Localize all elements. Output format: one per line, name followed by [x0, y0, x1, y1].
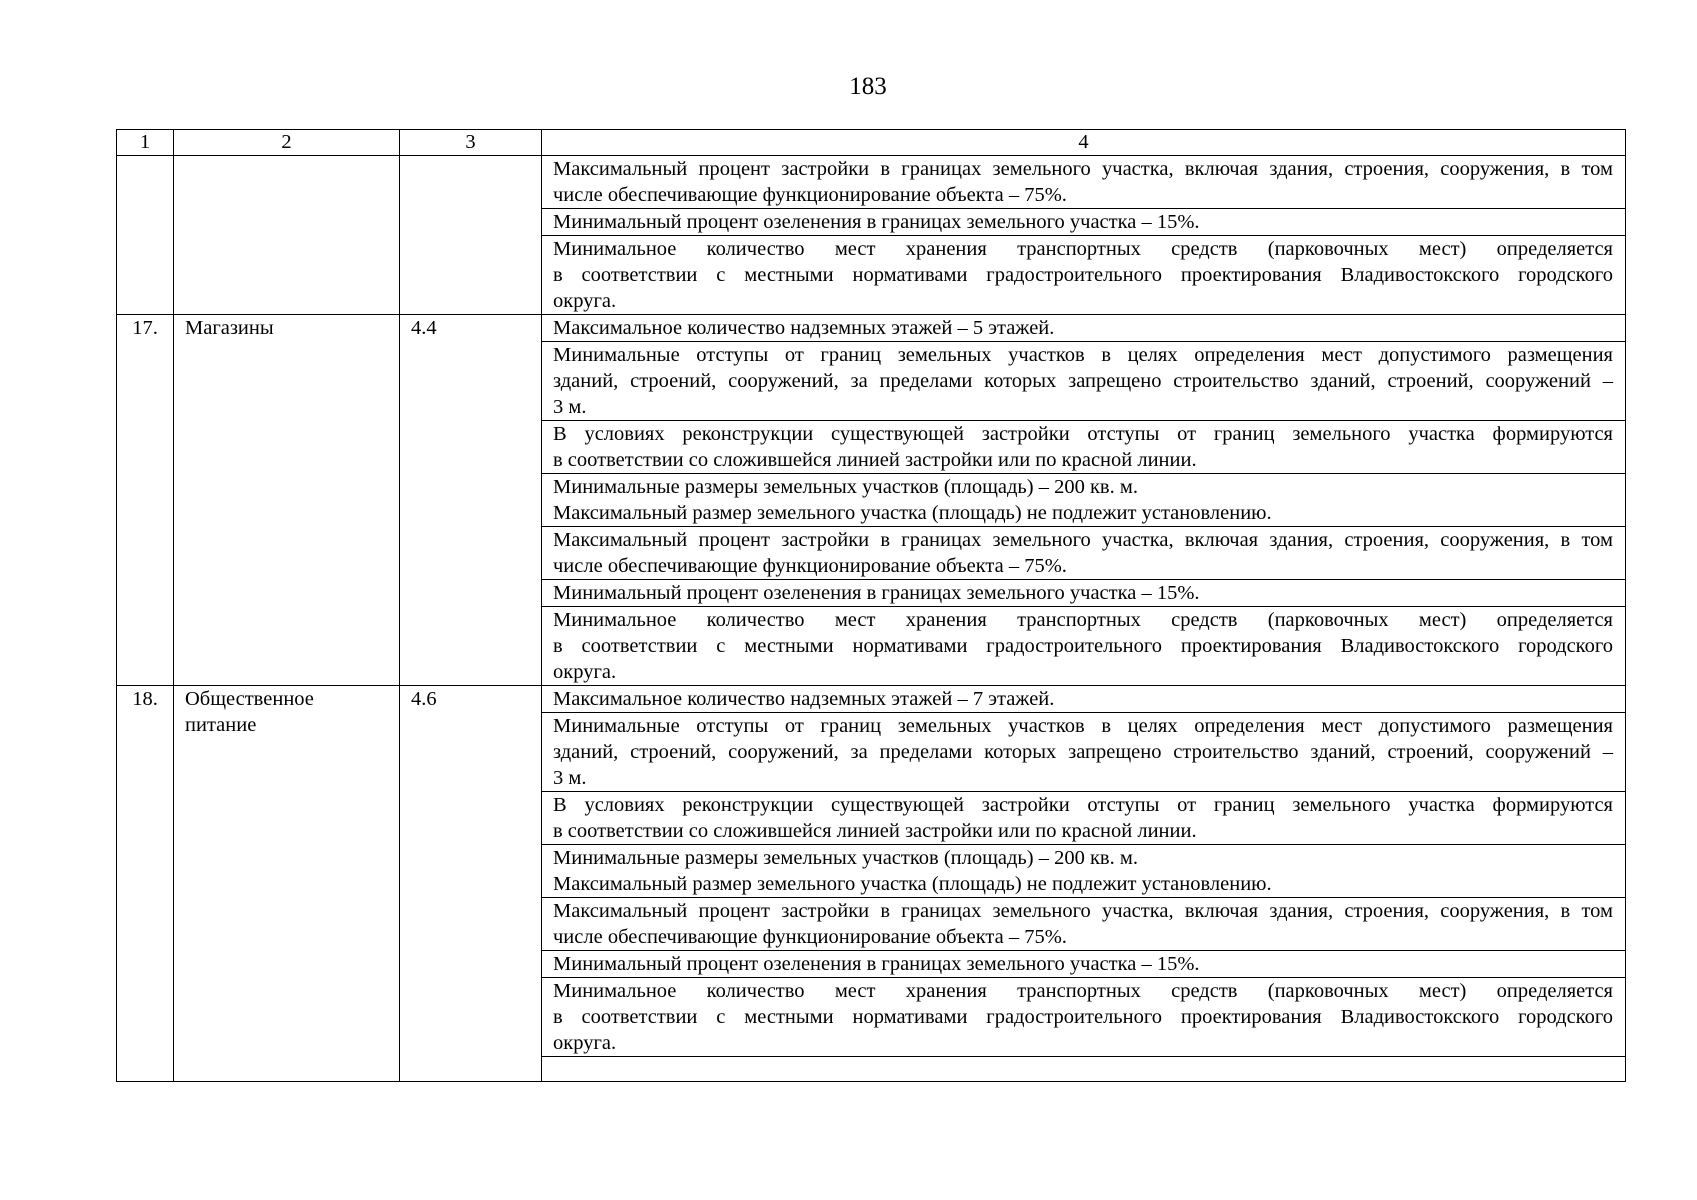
parameter-text-line: округа. — [553, 1032, 617, 1054]
parameter-text-line: Минимальные отступы от границ земельных участков в целях определения мест допустимого размещения — [553, 715, 1613, 737]
parameter-text-line: 3 м. — [553, 767, 587, 789]
use-type-name — [174, 686, 400, 1082]
parameter-item — [542, 686, 1625, 713]
parameter-item — [542, 898, 1625, 951]
parameter-text-line: округа. — [553, 661, 617, 683]
row-number: 18. — [117, 686, 174, 1082]
parameter-text-line: в соответствии с местными нормативами градостроительного проектирования Владивостокского городского — [553, 264, 1613, 286]
parameter-item — [542, 209, 1625, 236]
parameter-text-line: округа. — [553, 290, 617, 312]
parameter-text-line: Максимальный процент застройки в границах земельного участка, включая здания, строения, сооружения, в том — [553, 529, 1613, 551]
parameter-item — [542, 315, 1625, 342]
use-type-name — [174, 156, 400, 315]
table-row — [117, 686, 1626, 1082]
use-type-name: Магазины — [174, 315, 400, 686]
use-type-name-line: питание — [185, 714, 257, 736]
parameter-text-line: Минимальное количество мест хранения транспортных средств (парковочных мест) определяется — [553, 238, 1613, 260]
parameter-text-line: Минимальный процент озеленения в границах земельного участка – 15%. — [553, 211, 1200, 233]
parameter-text-line: в соответствии с местными нормативами градостроительного проектирования Владивостокского городского — [553, 635, 1613, 657]
page-number: 183 — [849, 73, 887, 100]
parameter-text-line: В условиях реконструкции существующей застройки отступы от границ земельного участка формируются — [553, 794, 1613, 816]
parameter-item — [542, 342, 1625, 421]
use-type-code: 4.6 — [400, 686, 542, 1082]
parameter-text-line: Максимальный размер земельного участка (площадь) не подлежит установлению. — [553, 502, 1272, 524]
parameter-text-line: Максимальное количество надземных этажей – 5 этажей. — [553, 317, 1055, 339]
parameter-item — [542, 713, 1625, 792]
parameter-text-line: в соответствии со сложившейся линией застройки или по красной линии. — [553, 449, 1197, 471]
parameter-item — [542, 845, 1625, 898]
parameter-text-line: числе обеспечивающие функционирование объекта – 75%. — [553, 555, 1067, 577]
parameter-text-line: Максимальный размер земельного участка (площадь) не подлежит установлению. — [553, 873, 1272, 895]
parameter-text-line: числе обеспечивающие функционирование объекта – 75%. — [553, 184, 1067, 206]
row-number: 17. — [117, 315, 174, 686]
header-col-1: 1 — [117, 130, 174, 156]
parameter-text-line: Минимальные отступы от границ земельных участков в целях определения мест допустимого размещения — [553, 344, 1613, 366]
parameter-item — [542, 474, 1625, 527]
parameter-text-line: Минимальные размеры земельных участков (площадь) – 200 кв. м. — [553, 476, 1138, 498]
header-col-3: 3 — [400, 130, 542, 156]
parameter-text-line: Минимальное количество мест хранения транспортных средств (парковочных мест) определяется — [553, 609, 1613, 631]
parameter-item — [542, 236, 1625, 314]
parameter-text-line: Минимальный процент озеленения в границах земельного участка – 15%. — [553, 582, 1200, 604]
parameter-item — [542, 421, 1625, 474]
parameter-item — [542, 607, 1625, 685]
use-type-code — [400, 156, 542, 315]
parameter-text-line: Минимальные размеры земельных участков (площадь) – 200 кв. м. — [553, 847, 1138, 869]
parameters-cell — [542, 156, 1626, 315]
parameter-text-line: В условиях реконструкции существующей застройки отступы от границ земельного участка формируются — [553, 423, 1613, 445]
table-header-row — [117, 130, 1626, 156]
use-type-code: 4.4 — [400, 315, 542, 686]
parameter-item — [542, 527, 1625, 580]
parameter-item — [542, 792, 1625, 845]
table-bottom-spacer — [542, 1057, 1625, 1081]
parameter-text-line: Минимальное количество мест хранения транспортных средств (парковочных мест) определяется — [553, 980, 1613, 1002]
parameter-item — [542, 951, 1625, 978]
parameters-cell — [542, 315, 1626, 686]
parameter-text-line: числе обеспечивающие функционирование объекта – 75%. — [553, 926, 1067, 948]
row-number — [117, 156, 174, 315]
parameter-text-line: в соответствии с местными нормативами градостроительного проектирования Владивостокского городского — [553, 1006, 1613, 1028]
parameter-text-line: Минимальный процент озеленения в границах земельного участка – 15%. — [553, 953, 1200, 975]
header-col-4: 4 — [542, 130, 1626, 156]
parameter-text-line: Максимальное количество надземных этажей – 7 этажей. — [553, 688, 1055, 710]
table-row — [117, 315, 1626, 686]
parameter-text-line: 3 м. — [553, 396, 587, 418]
parameter-text-line: Максимальный процент застройки в границах земельного участка, включая здания, строения, сооружения, в том — [553, 158, 1613, 180]
parameter-text-line: зданий, строений, сооружений, за пределами которых запрещено строительство зданий, строений, сооружений – — [553, 741, 1613, 763]
header-col-2: 2 — [174, 130, 400, 156]
parameter-item — [542, 580, 1625, 607]
parameter-item — [542, 978, 1625, 1057]
use-type-name-line: Общественное — [185, 688, 314, 710]
zoning-rules-table — [116, 129, 1626, 1082]
parameter-text-line: зданий, строений, сооружений, за пределами которых запрещено строительство зданий, строений, сооружений – — [553, 370, 1613, 392]
parameter-text-line: в соответствии со сложившейся линией застройки или по красной линии. — [553, 820, 1197, 842]
table-row — [117, 156, 1626, 315]
parameter-item — [542, 156, 1625, 209]
parameters-cell — [542, 686, 1626, 1082]
parameter-text-line: Максимальный процент застройки в границах земельного участка, включая здания, строения, сооружения, в том — [553, 900, 1613, 922]
